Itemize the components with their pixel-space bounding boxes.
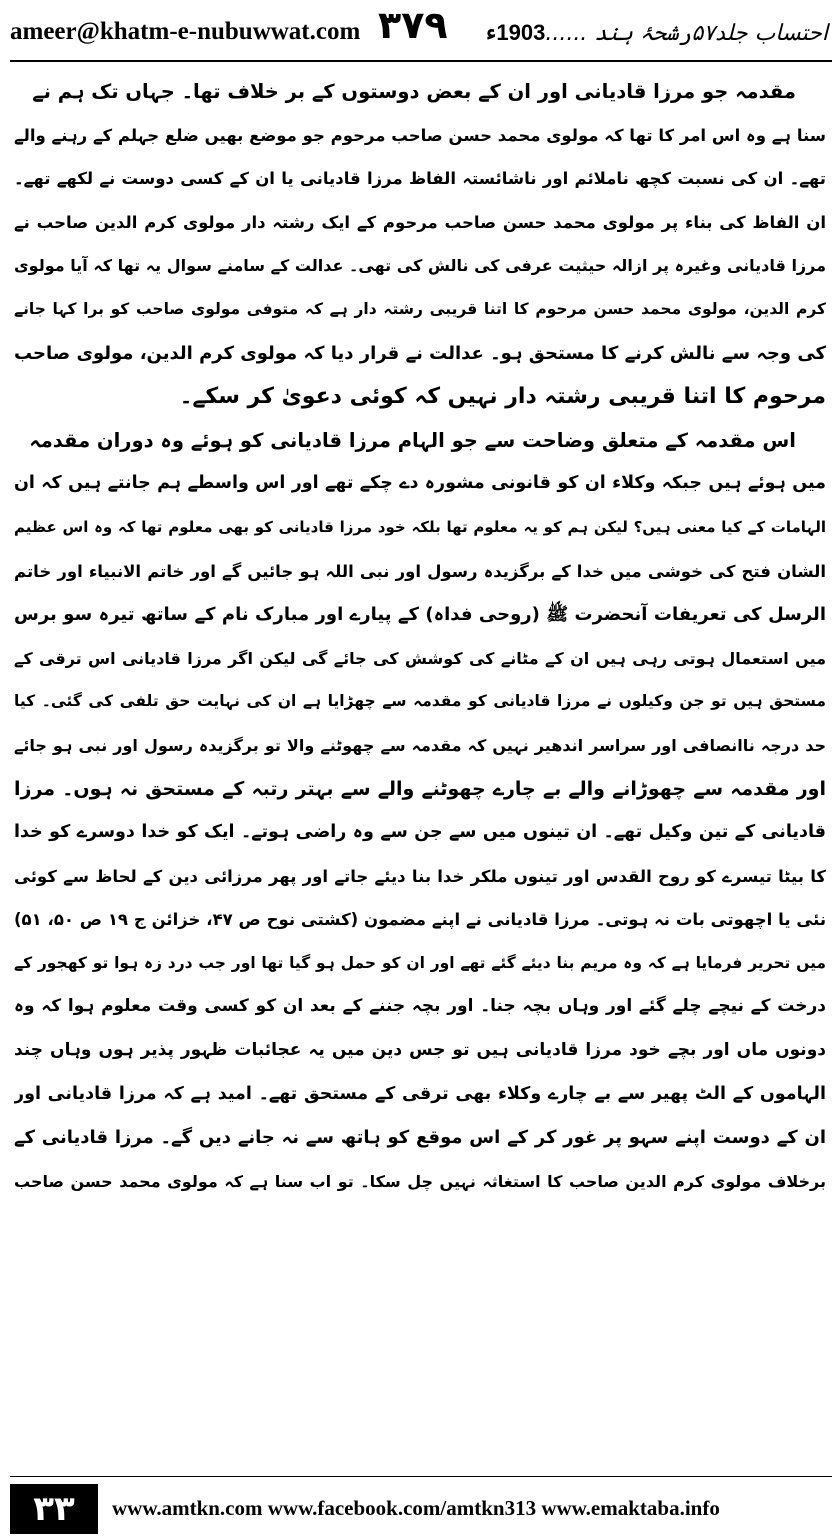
text-line: حد درجہ ناانصافی اور سراسر اندھیر نہیں کہ مقدمہ سے چھوٹنے والا تو برگزیدہ رسول اور نبی ہو جائے [14, 735, 826, 755]
text-line: مرحوم کا اتنا قریبی رشتہ دار نہیں کہ کوئی دعویٰ کر سکے۔ [179, 384, 826, 410]
text-line: ان کے دوست اپنے سہو پر غور کر کے اس موقع کو ہاتھ سے نہ جانے دیں گے۔ مرزا قادیانی کے [14, 1127, 826, 1149]
text-line: سنا ہے وہ اس امر کا تھا کہ مولوی محمد حسن صاحب مرحوم جو موضع بھیں ضلع جہلم کے رہنے والے [14, 125, 826, 145]
page-body-text [14, 70, 826, 1465]
text-line: میں تحریر فرمایا ہے کہ وہ مریم بنا دیئے گئے تھے اور ان کو حمل ہو گیا تھا اور جب درد زہ ہوا تو کھجور کے [14, 953, 826, 972]
text-line: الہاموں کے الٹ پھیر سے بے چارے وکلاء بھی ترقی کے مستحق تھے۔ امید ہے کہ مرزا قادیانی اور [14, 1083, 826, 1104]
text-line: کی وجہ سے نالش کرنے کا مستحق ہو۔ عدالت نے قرار دیا کہ مولوی کرم الدین، مولوی صاحب [14, 342, 826, 364]
text-line: برخلاف مولوی کرم الدین صاحب کا استغاثہ نہیں چل سکا۔ تو اب سنا ہے کہ مولوی محمد حسن صاحب [14, 1171, 826, 1191]
text-line: الہامات کے کیا معنی ہیں؟ لیکن ہم کو یہ معلوم تھا بلکہ خود مرزا قادیانی کو بھی معلوم تھا کہ وہ اس عظیم [14, 517, 826, 536]
text-line: قادیانی کے تین وکیل تھے۔ ان تینوں میں سے جن سے وہ راضی ہوتے۔ ایک کو خدا دوسرے کو خدا [14, 822, 826, 843]
text-line: الرسل کی تعریفات آنحضرت ﷺ (روحی فداہ) کے پیارے اور مبارک نام کے ساتھ تیرہ سو برس [14, 604, 826, 626]
footer-divider [10, 1476, 832, 1477]
footer-page-number-box: ۳۳ [10, 1484, 98, 1534]
header-year: 1903ء [486, 20, 546, 45]
text-line: میں استعمال ہوتی رہی ہیں ان کے مٹانے کی کوشش کی جائے گی لیکن اگر مرزا قادیانی اس ترقی کے [14, 648, 826, 668]
text-line: الشان فتح کی خوشی میں خدا کے برگزیدہ رسول اور نبی اللہ ہو جائیں گے اور خاتم الانبیاء اور خاتم [14, 561, 826, 581]
text-line: کرم الدین، مولوی محمد حسن مرحوم کا اتنا قریبی رشتہ دار ہے کہ متوفی مولوی صاحب کو برا کہا جانے [14, 299, 826, 318]
header-running-title [486, 20, 828, 46]
text-line: مقدمہ جو مرزا قادیانی اور ان کے بعض دوستوں کے بر خلاف تھا۔ جہاں تک ہم نے [32, 80, 796, 103]
text-line: تھے۔ ان کی نسبت کچھ ناملائم اور ناشائستہ الفاظ مرزا قادیانی یا ان کے کسی دوست نے لکھے تھے۔ [14, 169, 826, 189]
text-line: میں ہوئے ہیں جبکہ وکلاء ان کو قانونی مشورہ دے چکے تھے اور اس واسطے ہم جانتے ہیں کہ ان [14, 473, 826, 494]
text-line: دونوں ماں اور بچے خود مرزا قادیانی ہیں تو جس دین میں یہ عجائبات ظہور پذیر ہوں وہاں چند [14, 1040, 826, 1061]
header-email[interactable]: ameer@khatm-e-nubuwwat.com [10, 18, 361, 45]
footer-website-links[interactable]: www.amtkn.com www.facebook.com/amtkn313 www.emaktaba.info [112, 1496, 720, 1520]
text-line: ان الفاظ کی بناء پر مولوی محمد حسن صاحب مرحوم کے ایک رشتہ دار مولوی کرم الدین صاحب نے [14, 212, 826, 232]
header-page-number: ۳۷۹ [378, 3, 448, 47]
text-line: اس مقدمہ کے متعلق وضاحت سے جو الہام مرزا قادیانی کو ہوئے وہ دوران مقدمہ [29, 428, 796, 452]
text-line: درخت کے نیچے چلے گئے اور وہاں بچہ جنا۔ اور بچہ جننے کے بعد ان کو کسی وقت معلوم ہوا کہ وہ [14, 996, 826, 1017]
page-header [0, 0, 840, 70]
header-title-text: احتساب جلد۵۷رشحۂ ہند ...... [545, 21, 828, 46]
text-line: اور مقدمہ سے چھوڑانے والے بے چارے چھوٹنے والے سے بہتر رتبہ کے مستحق نہ ہوں۔ مرزا [14, 777, 826, 800]
text-line: نئی یا اچھوتی بات نہ ہوتی۔ مرزا قادیانی نے اپنے مضمون (کشتی نوح ص ۴۷، خزائن ج ۱۹ ص ۵۰، ۵۱) [14, 910, 826, 930]
text-line: کا بیٹا تیسرے کو روح القدس اور تینوں ملکر خدا بنا دیئے جاتے اور پھر مرزائی دین کے لحاظ سے کوئی [14, 866, 826, 886]
text-line: مرزا قادیانی وغیرہ پر ازالہ حیثیت عرفی کی نالش کی تھی۔ عدالت کے سامنے سوال یہ تھا کہ آیا مولوی [14, 256, 826, 276]
header-divider [10, 60, 832, 62]
text-line: مستحق ہیں تو جن وکیلوں نے مرزا قادیانی کو مقدمہ سے چھڑایا ہے ان کی نہایت حق تلفی کی گئی۔ کیا [14, 692, 826, 711]
